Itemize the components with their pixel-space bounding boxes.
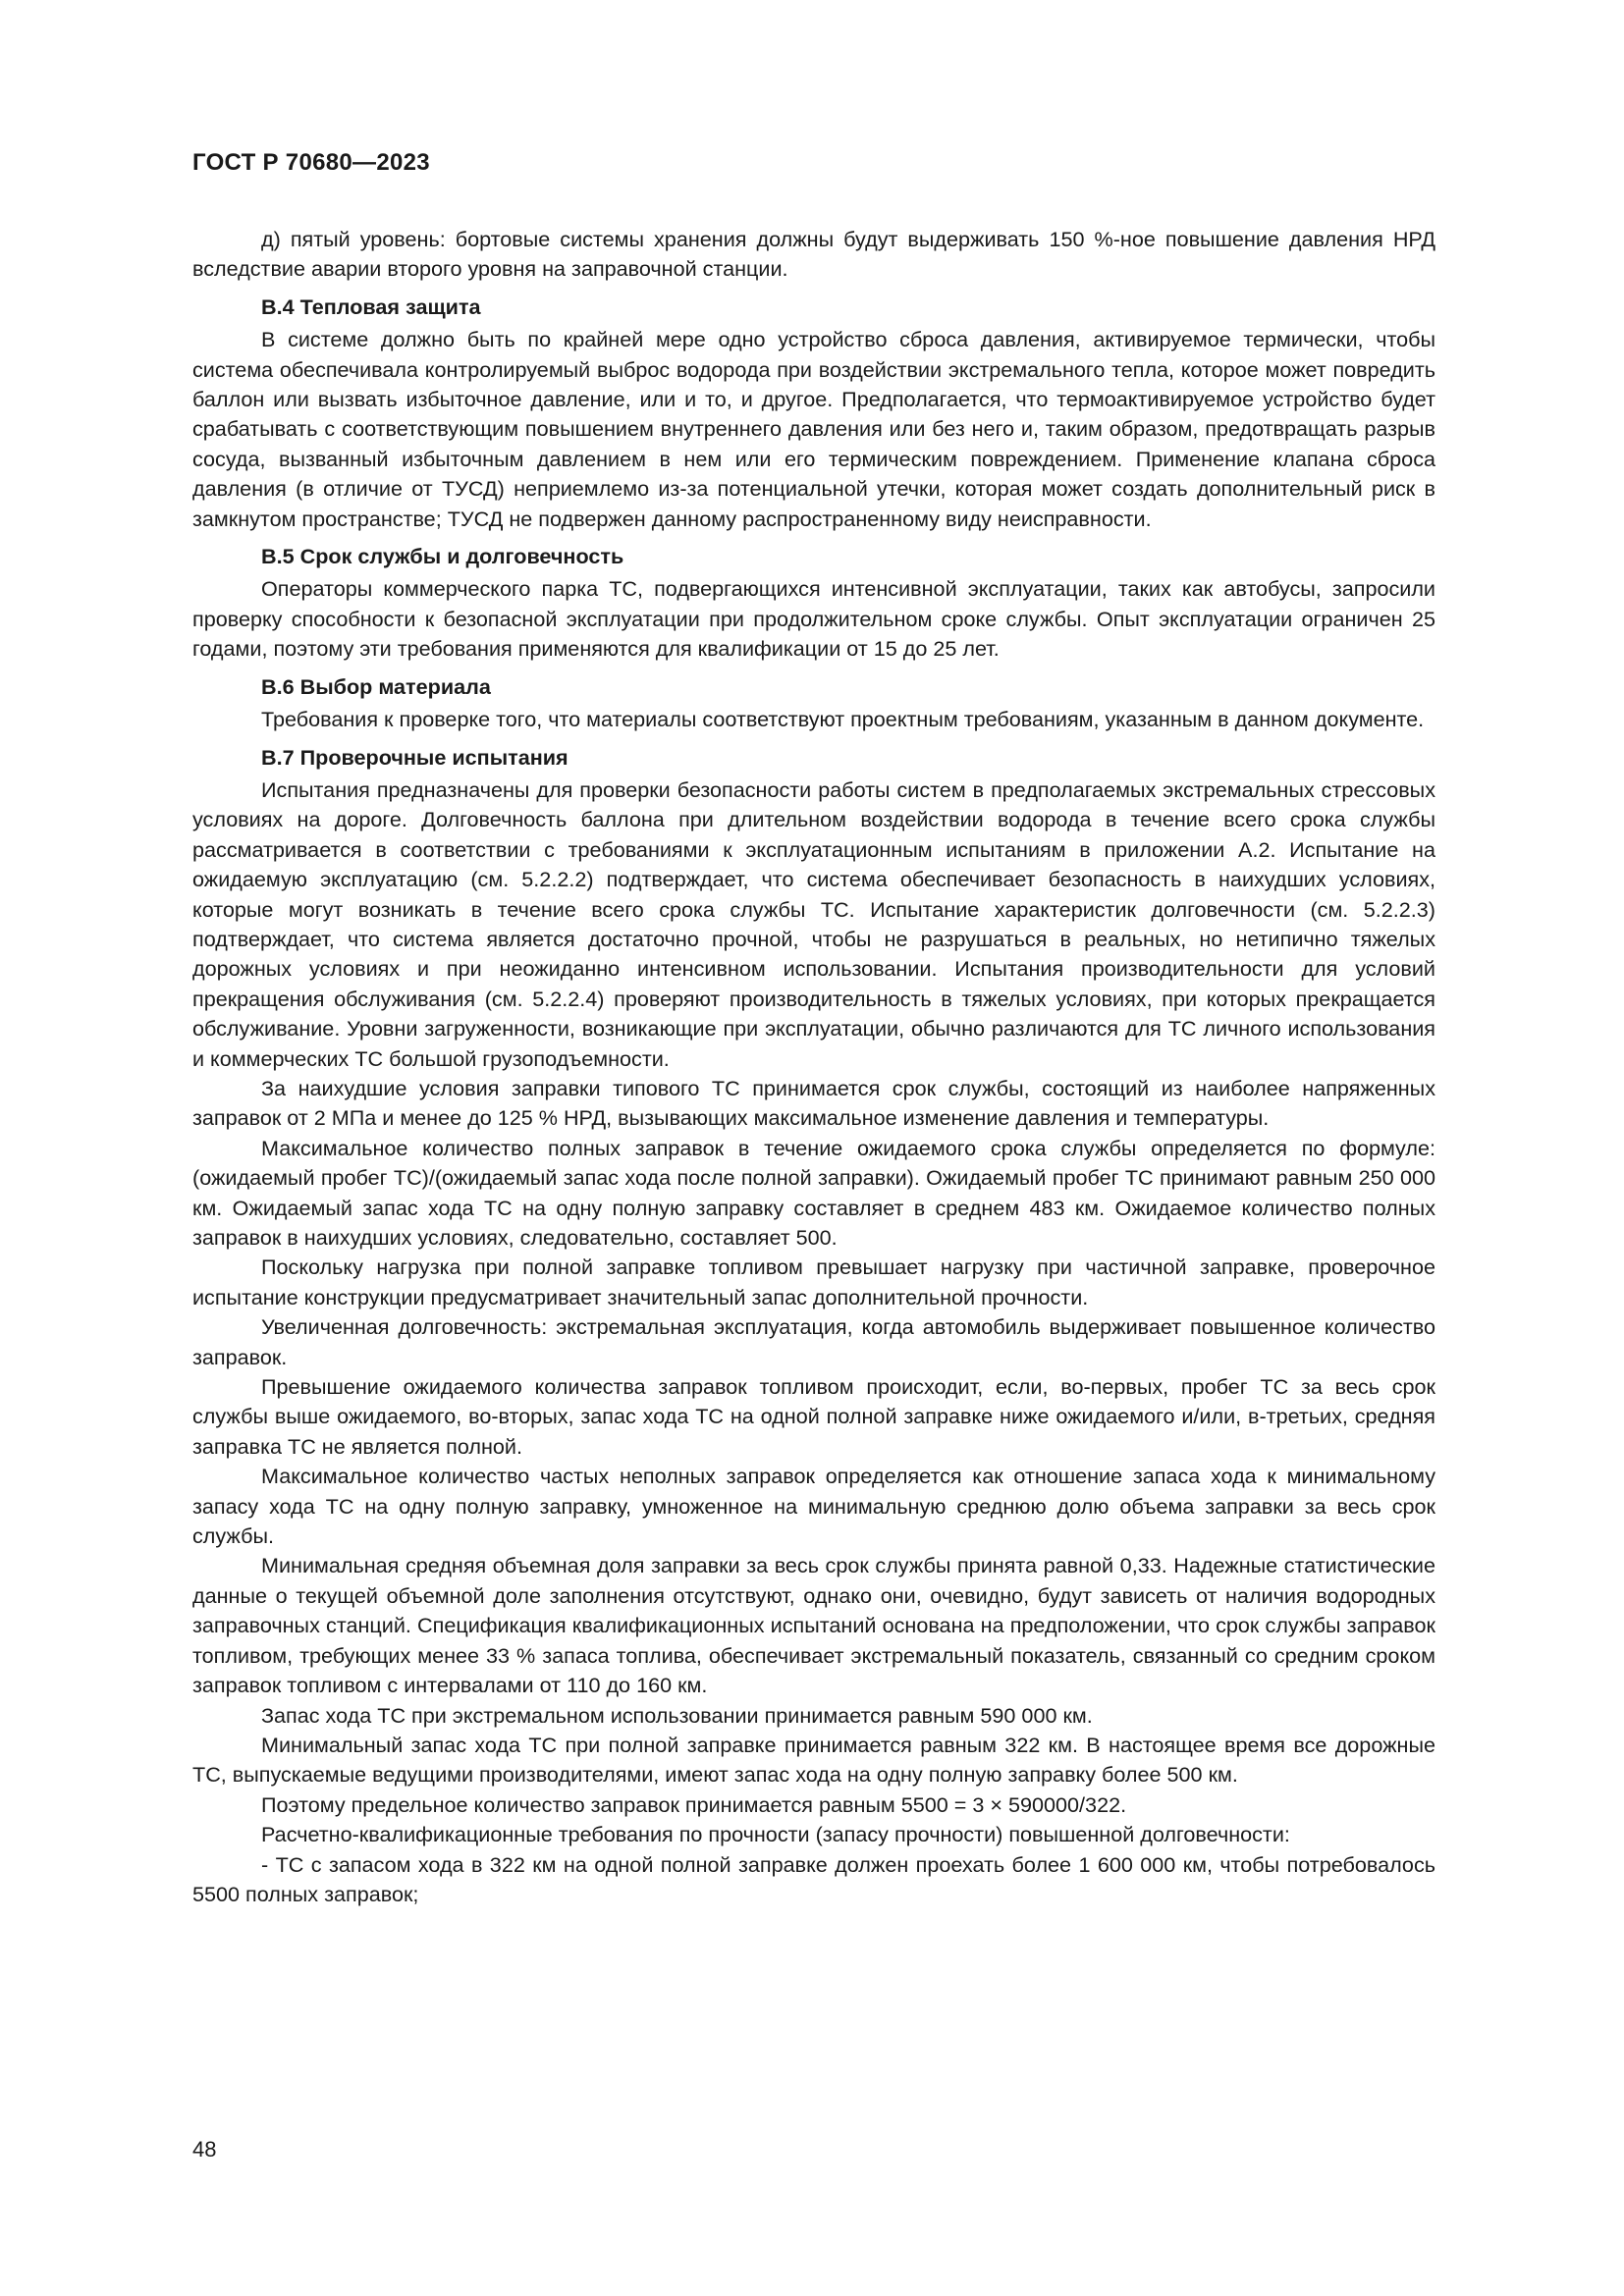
section-heading: В.7 Проверочные испытания: [261, 744, 568, 770]
paragraph: Минимальный запас хода ТС при полной заправке принимается равным 322 км. В настоящее время все дорожные ТС, выпускаемые ведущими производителями, имеют запас хода на одну полную заправку более 500 км.: [192, 1732, 1435, 1788]
paragraph: Поскольку нагрузка при полной заправке топливом превышает нагрузку при частичной заправке, проверочное испытание конструкции предусматривает значительный запас дополнительной прочности.: [192, 1255, 1435, 1309]
section-heading: В.6 Выбор материала: [261, 673, 491, 699]
paragraph: Минимальная средняя объемная доля заправки за весь срок службы принята равной 0,33. Надежные статистические данные о текущей объемной доле заполнения отсутствуют, однако они, очевидно, будут зависеть от наличия водородных заправочных станций. Спецификация квалификационных испытаний основана на предположении, что срок службы заправок топливом, требующих менее 33 % запаса топлива, обеспечивает экстремальный показатель, связанный со средним сроком заправок топливом с интервалами от 110 до 160 км.: [192, 1553, 1435, 1698]
document-header: ГОСТ Р 70680—2023: [192, 149, 430, 176]
document-body: [192, 225, 1435, 1909]
paragraph: Операторы коммерческого парка ТС, подвергающихся интенсивной эксплуатации, таких как автобусы, запросили проверку способности к безопасной эксплуатации при продолжительном сроке службы. Опыт эксплуатации ограничен 25 годами, поэтому эти требования применяются для квалификации от 15 до 25 лет.: [192, 576, 1435, 662]
paragraph: Максимальное количество частых неполных заправок определяется как отношение запаса хода к минимальному запасу хода ТС на одну полную заправку, умноженное на минимальную среднюю долю объема заправки за весь срок службы.: [192, 1464, 1435, 1549]
paragraph: д) пятый уровень: бортовые системы хранения должны будут выдерживать 150 %-ное повышение давления НРД вследствие аварии второго уровня на заправочной станции.: [192, 227, 1435, 282]
paragraph: Увеличенная долговечность: экстремальная эксплуатация, когда автомобиль выдерживает повышенное количество заправок.: [192, 1314, 1435, 1369]
paragraph: За наихудшие условия заправки типового ТС принимается срок службы, состоящий из наиболее напряженных заправок от 2 МПа и менее до 125 % НРД, вызывающих максимальное изменение давления и температуры.: [192, 1075, 1435, 1131]
paragraph: Запас хода ТС при экстремальном использовании принимается равным 590 000 км.: [261, 1702, 1093, 1728]
paragraph: Поэтому предельное количество заправок принимается равным 5500 = 3 × 590000/322.: [261, 1791, 1127, 1817]
section-heading: В.5 Срок службы и долговечность: [261, 544, 624, 569]
paragraph: В системе должно быть по крайней мере одно устройство сброса давления, активируемое термически, чтобы система обеспечивала контролируемый выброс водорода при воздействии экстремального тепла, которое может повредить баллон или вызвать избыточное давление, или и то, и другое. Предполагается, что термоактивируемое устройство будет срабатывать с соответствующим повышением внутреннего давления или без него и, таким образом, предотвращать разрыв сосуда, вызванный избыточным давлением в нем или его термическим повреждением. Применение клапана сброса давления (в отличие от ТУСД) неприемлемо из-за потенциальной утечки, которая может создать дополнительный риск в замкнутом пространстве; ТУСД не подвержен данному распространенному виду неисправности.: [192, 327, 1435, 531]
section-heading: В.4 Тепловая защита: [261, 294, 481, 319]
page-number: 48: [192, 2137, 217, 2162]
paragraph: Максимальное количество полных заправок в течение ожидаемого срока службы определяется по формуле: (ожидаемый пробег ТС)/(ожидаемый запас хода после полной заправки). Ожидаемый пробег ТС принимают равным 250 000 км. Ожидаемый запас хода ТС на одну полную заправку составляет в среднем 483 км. Ожидаемое количество полных заправок в наихудших условиях, следовательно, составляет 500.: [192, 1135, 1435, 1250]
paragraph: Испытания предназначены для проверки безопасности работы систем в предполагаемых экстремальных стрессовых условиях на дороге. Долговечность баллона при длительном воздействии водорода в течение всего срока службы рассматривается в соответствии с требованиями к эксплуатационным испытаниям в приложении А.2. Испытание на ожидаемую эксплуатацию (см. 5.2.2.2) подтверждает, что система обеспечивает безопасность в наихудших условиях, которые могут возникать в течение всего срока службы ТС. Испытание характеристик долговечности (см. 5.2.2.3) подтверждает, что система является достаточно прочной, чтобы не разрушаться в реальных, но нетипично тяжелых дорожных условиях и при неожиданно интенсивном использовании. Испытания производительности для условий прекращения обслуживания (см. 5.2.2.4) проверяют производительность в тяжелых условиях, при которых прекращается обслуживание. Уровни загруженности, возникающие при эксплуатации, обычно различаются для ТС личного использования и коммерческих ТС большой грузоподъемности.: [192, 776, 1435, 1071]
paragraph: Превышение ожидаемого количества заправок топливом происходит, если, во-первых, пробег ТС за весь срок службы выше ожидаемого, во-вторых, запас хода ТС на одной полной заправке ниже ожидаемого и/или, в-третьих, средняя заправка ТС не является полной.: [192, 1374, 1435, 1459]
list-item: - ТС с запасом хода в 322 км на одной полной заправке должен проехать более 1 600 000 км, чтобы потребовалось 5500 полных заправок;: [192, 1851, 1435, 1906]
paragraph: Требования к проверке того, что материалы соответствуют проектным требованиям, указанным в данном документе.: [261, 707, 1425, 732]
paragraph: Расчетно-квалификационные требования по прочности (запасу прочности) повышенной долговечности:: [261, 1822, 1290, 1847]
